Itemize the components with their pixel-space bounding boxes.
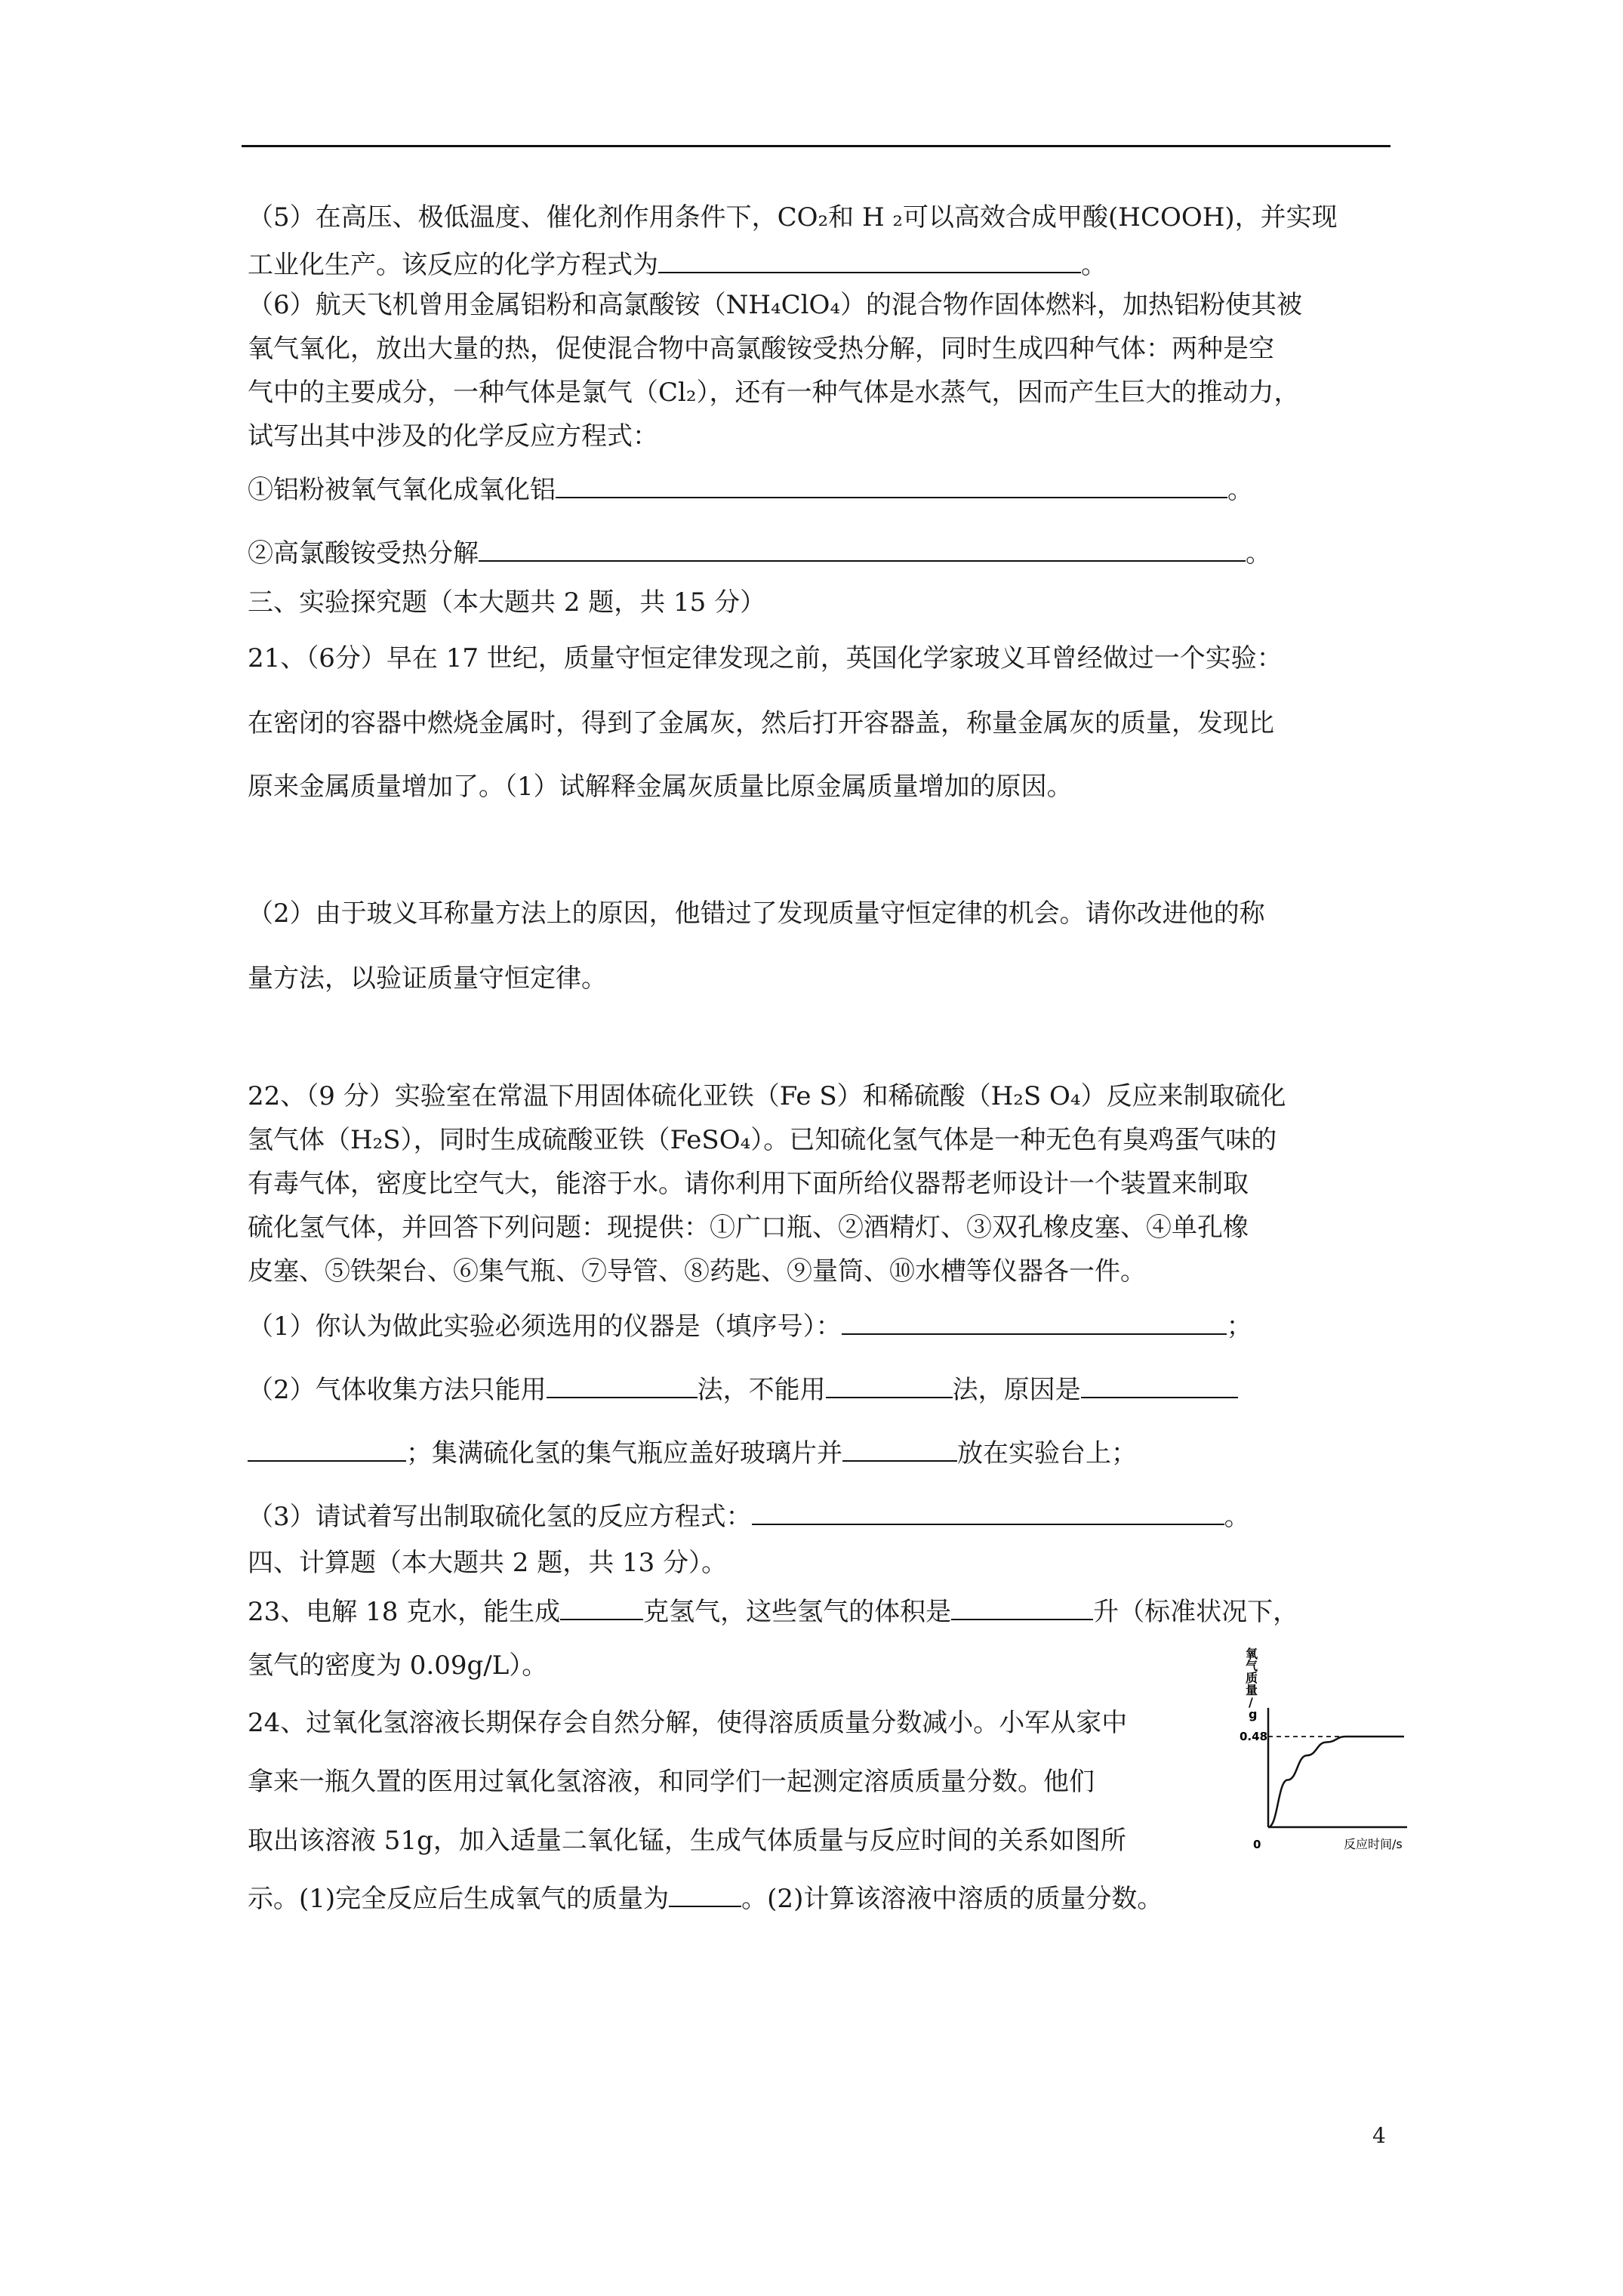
q21-line2: 在密闭的容器中燃烧金属时，得到了金属灰，然后打开容器盖，称量金属灰的质量，发现比 xyxy=(248,708,1274,738)
q23-text: 克氢气，这些氢气的体积是 xyxy=(643,1597,952,1627)
chart-xlabel: 反应时间/s xyxy=(1344,1837,1403,1851)
chart-series-line xyxy=(1268,1737,1404,1827)
q20-item1-text: ①铝粉被氧气氧化成氧化铝 xyxy=(248,475,556,505)
q24-line1: 24、过氧化氢溶液长期保存会自然分解，使得溶质质量分数减小。小军从家中 xyxy=(248,1708,1128,1738)
q21-line1: 21、（6分）早在 17 世纪，质量守恒定律发现之前，英国化学家玻义耳曾经做过一个实验： xyxy=(248,643,1283,673)
answer-blank[interactable] xyxy=(658,246,1081,273)
page-number: 4 xyxy=(1372,2123,1386,2148)
answer-blank[interactable] xyxy=(842,1435,957,1462)
q24-line2: 拿来一瓶久置的医用过氧化氢溶液，和同学们一起测定溶质质量分数。他们 xyxy=(248,1767,1095,1797)
q22-sub2 xyxy=(248,1371,1238,1406)
q22-sub2-text: 法，原因是 xyxy=(952,1375,1081,1405)
chart-ylabel: 氧气质量/ g xyxy=(1246,1647,1258,1721)
section3-heading: 三、实验探究题（本大题共 2 题，共 15 分） xyxy=(248,587,766,618)
q20-item2-text: ②高氯酸铵受热分解 xyxy=(248,538,479,569)
q22-sub1 xyxy=(248,1308,1252,1342)
answer-blank[interactable] xyxy=(248,1435,406,1462)
answer-blank[interactable] xyxy=(669,1880,741,1907)
answer-blank[interactable] xyxy=(556,471,1227,498)
q22-sub3-text: （3）请试着写出制取硫化氢的反应方程式： xyxy=(248,1502,752,1532)
answer-blank[interactable] xyxy=(842,1308,1227,1335)
answer-blank[interactable] xyxy=(752,1498,1224,1525)
answer-blank[interactable] xyxy=(826,1371,953,1398)
chart-y-marker-label: 0.48 xyxy=(1240,1730,1268,1743)
q24-text: 。(2)计算该溶液中溶质的质量分数。 xyxy=(741,1884,1163,1914)
q20-item2 xyxy=(248,535,1271,569)
chart-origin-label: 0 xyxy=(1253,1838,1261,1851)
q22-line5: 皮塞、⑤铁架台、⑥集气瓶、⑦导管、⑧药匙、⑨量筒、⑩水槽等仪器各一件。 xyxy=(248,1256,1146,1287)
q22-sub2-text: 法，不能用 xyxy=(697,1375,826,1405)
q20-item1 xyxy=(248,471,1253,506)
q22-sub3 xyxy=(248,1498,1250,1533)
header-rule xyxy=(242,145,1390,147)
answer-blank[interactable] xyxy=(951,1593,1093,1620)
q22-line2: 氢气体（H₂S），同时生成硫酸亚铁（FeSO₄）。已知硫化氢气体是一种无色有臭鸡蛋气味的 xyxy=(248,1125,1277,1155)
q22-line1: 22、（9 分）实验室在常温下用固体硫化亚铁（Fe S）和稀硫酸（H₂S O₄）反应来制取硫化 xyxy=(248,1081,1286,1111)
q20-p5-text: 工业化生产。该反应的化学方程式为 xyxy=(248,250,658,280)
q21-line3: 原来金属质量增加了。（1）试解释金属灰质量比原金属质量增加的原因。 xyxy=(248,772,1073,802)
answer-blank[interactable] xyxy=(560,1593,643,1620)
punct: 。 xyxy=(1224,1502,1250,1532)
q22-sub2-text: 放在实验台上； xyxy=(957,1438,1137,1469)
q23-text: 23、电解 18 克水，能生成 xyxy=(248,1597,561,1627)
q21-line4: （2）由于玻义耳称量方法上的原因，他错过了发现质量守恒定律的机会。请你改进他的称 xyxy=(248,898,1265,929)
q24-text: 示。(1)完全反应后生成氧气的质量为 xyxy=(248,1884,670,1914)
punct: ； xyxy=(1226,1311,1252,1342)
q22-sub2-text: （2）气体收集方法只能用 xyxy=(248,1375,547,1405)
punct: 。 xyxy=(1227,475,1253,505)
q22-sub2-cont xyxy=(248,1435,1137,1469)
q21-line5: 量方法，以验证质量守恒定律。 xyxy=(248,963,607,994)
q20-p6-line4: 试写出其中涉及的化学反应方程式： xyxy=(248,421,658,451)
punct: 。 xyxy=(1081,250,1107,280)
q23-text: 升（标准状况下， xyxy=(1093,1597,1299,1627)
q24-line3: 取出该溶液 51g，加入适量二氧化锰，生成气体质量与反应时间的关系如图所 xyxy=(248,1826,1126,1856)
answer-blank[interactable] xyxy=(479,535,1246,562)
oxygen-mass-chart xyxy=(1238,1646,1412,1865)
q23-line2: 氢气的密度为 0.09g/L）。 xyxy=(248,1650,548,1681)
q20-p5-line1: （5）在高压、极低温度、催化剂作用条件下，CO₂和 H ₂可以高效合成甲酸(HCOOH)，并实现 xyxy=(248,202,1338,233)
section4-heading: 四、计算题（本大题共 2 题，共 13 分）。 xyxy=(248,1548,728,1578)
q22-sub1-text: （1）你认为做此实验必须选用的仪器是（填序号）： xyxy=(248,1311,842,1342)
q22-line4: 硫化氢气体，并回答下列问题：现提供：①广口瓶、②酒精灯、③双孔橡皮塞、④单孔橡 xyxy=(248,1213,1249,1243)
q23-line1 xyxy=(248,1593,1298,1628)
q22-line3: 有毒气体，密度比空气大，能溶于水。请你利用下面所给仪器帮老师设计一个装置来制取 xyxy=(248,1169,1249,1199)
q22-sub2-text: ；集满硫化氢的集气瓶应盖好玻璃片并 xyxy=(406,1438,842,1469)
punct: 。 xyxy=(1246,538,1271,569)
q20-p5-line2 xyxy=(248,246,1107,281)
q24-line4 xyxy=(248,1880,1163,1915)
q20-p6-line2: 氧气氧化，放出大量的热，促使混合物中高氯酸铵受热分解，同时生成四种气体：两种是空 xyxy=(248,334,1274,364)
answer-blank[interactable] xyxy=(547,1371,698,1398)
q20-p6-line3: 气中的主要成分，一种气体是氯气（Cl₂），还有一种气体是水蒸气，因而产生巨大的推动力， xyxy=(248,378,1300,408)
answer-blank[interactable] xyxy=(1081,1371,1238,1398)
q20-p6-line1: （6）航天飞机曾用金属铝粉和高氯酸铵（NH₄ClO₄）的混合物作固体燃料，加热铝粉使其被 xyxy=(248,290,1303,320)
